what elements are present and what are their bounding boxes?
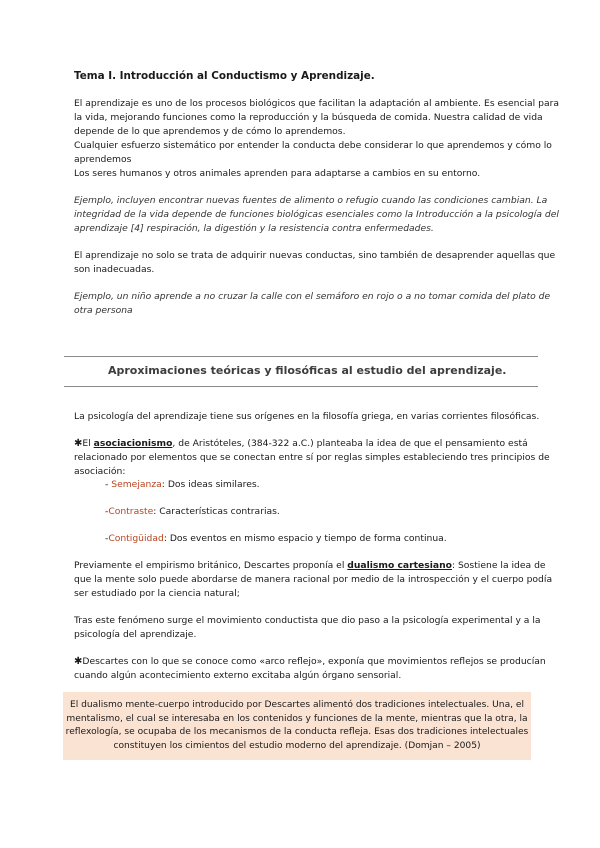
- para4-line-1: [74, 559, 546, 573]
- intro-line-5: aprendemos: [74, 154, 132, 165]
- example1-line-2: integridad de la vida depende de funciones biológicas esenciales como la Introducción a la psicología del: [74, 209, 559, 220]
- quote-callout-text: [63, 699, 531, 753]
- term-asociacionismo: asociacionismo: [93, 438, 173, 449]
- example2-line-1: Ejemplo, un niño aprende a no cruzar la calle con el semáforo en rojo o a no tomar comida del plato de: [74, 291, 551, 302]
- principle-name: Contraste: [108, 506, 154, 517]
- principle-contraste: [105, 505, 280, 519]
- asterisk-bullet-icon: ✱: [74, 438, 83, 449]
- principle-prefix: -: [105, 479, 112, 490]
- principle-prefix: -: [105, 506, 109, 517]
- callout-line-3: reflexología, se ocupaba de los mecanismos de la conducta refleja. Esas dos tradiciones intelectuales: [65, 727, 529, 738]
- term-dualismo-cartesiano: dualismo cartesiano: [347, 560, 452, 571]
- para4-line-2: que la mente solo puede abordarse de manera racional por medio de la introspección y el cuerpo podía: [74, 574, 553, 585]
- section-title: Aproximaciones teóricas y filosóficas al estudio del aprendizaje.: [108, 364, 507, 377]
- principle-prefix: -: [105, 533, 109, 544]
- callout-line-4: constituyen los cimientos del estudio moderno del aprendizaje. (Domjan – 2005): [113, 740, 481, 751]
- principle-contiguidad: [105, 532, 447, 546]
- para3: La psicología del aprendizaje tiene sus orígenes en la filosofía griega, en varias corrientes filosóficas.: [74, 411, 540, 422]
- principle-name: Contigüidad: [108, 533, 164, 544]
- para4-pre: Previamente el empirismo británico, Descartes proponía el: [74, 560, 348, 571]
- bullet1-rest: , de Aristóteles, (384-322 a.C.) planteaba la idea de que el pensamiento está: [172, 438, 528, 449]
- para5-line-2: psicología del aprendizaje.: [74, 629, 197, 640]
- callout-line-2: mentalismo, el cual se interesaba en los contenidos y funciones de la mente, mientras que la otra, la: [66, 713, 528, 724]
- bullet1-pre: El: [82, 438, 94, 449]
- bullet2-line-1: [74, 655, 546, 669]
- para5-line-1: Tras este fenómeno surge el movimiento conductista que dio paso a la psicología experimental y a la: [74, 615, 541, 626]
- principle-desc: : Características contrarias.: [153, 506, 280, 517]
- para2-line-1: El aprendizaje no solo se trata de adquirir nuevas conductas, sino también de desaprender aquellas que: [74, 250, 556, 261]
- para2-line-2: son inadecuadas.: [74, 264, 155, 275]
- intro-line-6: Los seres humanos y otros animales aprenden para adaptarse a cambios en su entorno.: [74, 168, 481, 179]
- bullet1-line-3: asociación:: [74, 466, 126, 477]
- principle-name: Semejanza: [111, 479, 162, 490]
- para4-rest: : Sostiene la idea de: [451, 560, 546, 571]
- para4-line-3: ser estudiado por la ciencia natural;: [74, 588, 240, 599]
- principle-desc: : Dos ideas similares.: [161, 479, 260, 490]
- intro-line-4: Cualquier esfuerzo sistemático por entender la conducta debe considerar lo que aprendemos y cómo lo: [74, 140, 552, 151]
- example1-line-3: aprendizaje [4] respiración, la digestión y la resistencia contra enfermedades.: [74, 223, 434, 234]
- page-title: Tema I. Introducción al Conductismo y Aprendizaje.: [74, 70, 375, 82]
- intro-line-1: El aprendizaje es uno de los procesos biológicos que facilitan la adaptación al ambiente. Es esencial para: [74, 98, 560, 109]
- section-rule-bottom: [64, 386, 538, 387]
- bullet2-line-2: cuando algún acontecimiento externo excitaba algún órgano sensorial.: [74, 670, 402, 681]
- intro-line-2: la vida, mejorando funciones como la reproducción y la búsqueda de comida. Nuestra calidad de vida: [74, 112, 543, 123]
- example1-line-1: Ejemplo, incluyen encontrar nuevas fuentes de alimento o refugio cuando las condiciones cambian. La: [74, 195, 548, 206]
- asterisk-bullet-icon: ✱: [74, 656, 83, 667]
- intro-line-3: depende de lo que aprendemos y de cómo lo aprendemos.: [74, 126, 346, 137]
- callout-line-1: El dualismo mente-cuerpo introducido por Descartes alimentó dos tradiciones intelectuales. Una, el: [69, 700, 525, 710]
- bullet1-line-1: [74, 437, 528, 451]
- bullet2-text: Descartes con lo que se conoce como «arco reflejo», exponía que movimientos reflejos se producían: [82, 656, 546, 667]
- example2-line-2: otra persona: [74, 305, 133, 316]
- principle-desc: : Dos eventos en mismo espacio y tiempo de forma continua.: [163, 533, 447, 544]
- principle-semejanza: [105, 478, 260, 492]
- section-rule-top: [64, 356, 538, 357]
- bullet1-line-2: relacionado por elementos que se conectan entre sí por reglas simples estableciendo tres principios de: [74, 452, 550, 463]
